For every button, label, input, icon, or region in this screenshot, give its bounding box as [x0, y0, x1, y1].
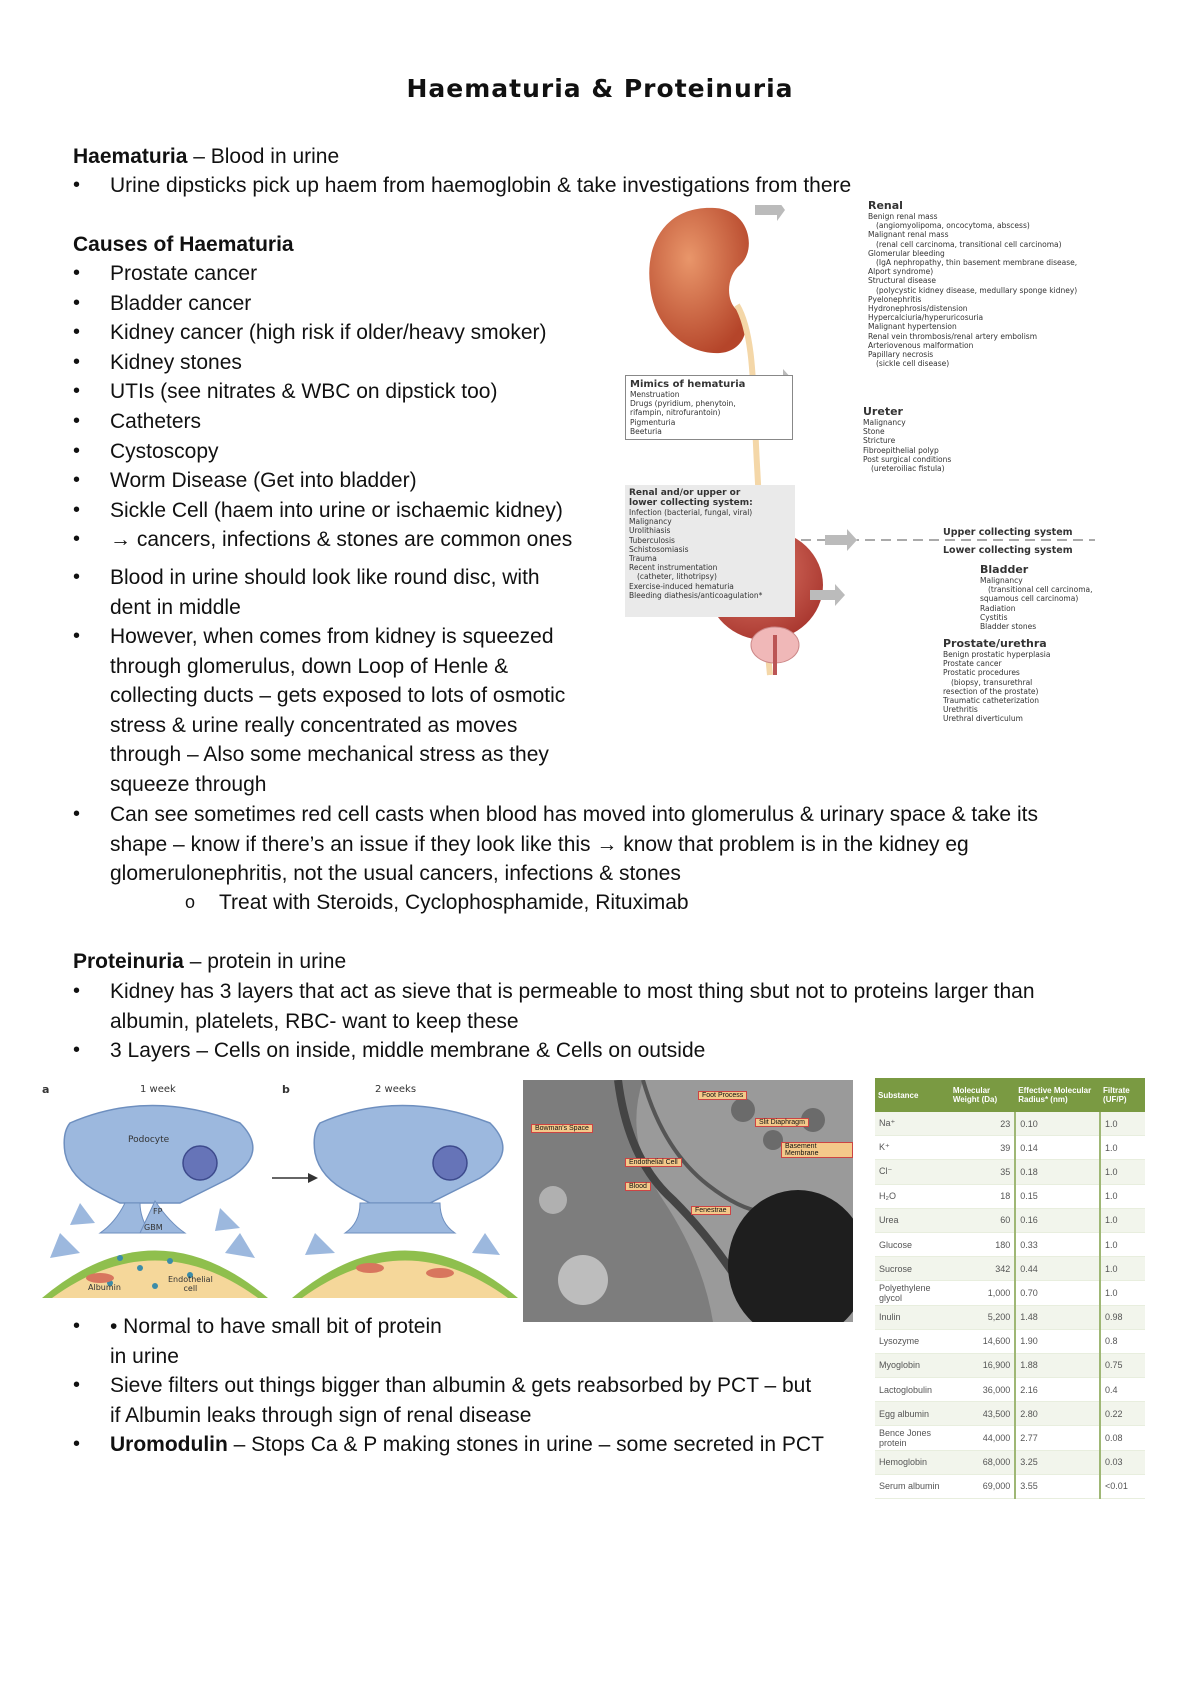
figure-list-item: (biopsy, transurethral: [951, 677, 1033, 687]
filtration-table-wrap: [875, 1078, 1145, 1499]
bullet: •: [73, 803, 81, 825]
figure-list-item: Renal vein thrombosis/renal artery embolism: [868, 331, 1038, 341]
round-disc-line: dent in middle: [110, 595, 241, 619]
figure-list-item: Post surgical conditions: [863, 454, 952, 464]
bladder-list: [980, 576, 1105, 631]
table-cell: 0.16: [1015, 1208, 1100, 1232]
table-row: [875, 1208, 1145, 1232]
figure-list-item: Tuberculosis: [629, 535, 675, 545]
however-text: [110, 622, 565, 800]
table-cell: Urea: [875, 1208, 950, 1232]
causes-heading: Causes of Haematuria: [73, 233, 294, 256]
sieve-line: albumin, platelets, RBC- want to keep these: [110, 1009, 519, 1033]
table-cell: Lactoglobulin: [875, 1378, 950, 1402]
table-row: [875, 1329, 1145, 1353]
table-cell: 1.88: [1015, 1353, 1100, 1377]
table-row: [875, 1136, 1145, 1160]
lower-system-label: Lower collecting system: [943, 545, 1073, 556]
figure-list-item: Cystitis: [980, 612, 1008, 622]
bullet: •: [73, 380, 81, 403]
table-cell: Sucrose: [875, 1257, 950, 1281]
figure-list-item: (IgA nephropathy, thin basement membrane disease,: [876, 258, 1078, 268]
table-row: [875, 1160, 1145, 1184]
mimics-list: [630, 390, 788, 436]
table-cell: 16,900: [950, 1353, 1015, 1377]
figure-list-item: Stricture: [863, 436, 896, 446]
cause-item: Worm Disease (Get into bladder): [110, 469, 417, 493]
layers-text: 3 Layers – Cells on inside, middle membrane & Cells on outside: [110, 1039, 706, 1062]
casts-line: Can see sometimes red cell casts when blood has moved into glomerulus & urinary space & take its: [110, 803, 1038, 826]
however-line: stress & urine really concentrated as moves: [110, 713, 518, 737]
figure-list-item: Recent instrumentation: [629, 563, 718, 573]
table-cell: 0.75: [1100, 1353, 1145, 1377]
table-cell: 36,000: [950, 1378, 1015, 1402]
table-header-cell: Effective Molecular Radius* (nm): [1015, 1078, 1100, 1112]
mimics-item: Beeturia: [630, 426, 662, 436]
uromodulin-term: Uromodulin: [110, 1433, 228, 1456]
bladder-title: Bladder: [980, 563, 1029, 576]
table-cell: 1.0: [1100, 1232, 1145, 1256]
table-cell: 0.18: [1015, 1160, 1100, 1184]
uromodulin-text: [110, 1430, 824, 1460]
proteinuria-heading-rest: – protein in urine: [183, 950, 347, 973]
however-line: squeeze through: [110, 772, 267, 796]
bullet: •: [73, 262, 81, 284]
figure-list-item: Malignant hypertension: [868, 322, 957, 332]
haematuria-heading-rest: – Blood in urine: [187, 145, 340, 168]
figure-list-item: Benign prostatic hyperplasia: [943, 650, 1051, 659]
table-cell: 2.77: [1015, 1426, 1100, 1450]
bullet: •: [73, 410, 81, 432]
figure-list-item: Traumatic catheterization: [943, 696, 1039, 706]
figure-list-item: Malignancy: [629, 517, 672, 527]
table-header-cell: Filtrate (UF/P): [1100, 1078, 1145, 1112]
gbm-label: GBM: [144, 1223, 163, 1232]
table-row: [875, 1353, 1145, 1377]
figure-list-item: Malignant renal mass: [868, 230, 949, 240]
bullet: •: [73, 1374, 81, 1396]
renal-annotation: [868, 199, 1103, 368]
table-cell: 1.0: [1100, 1184, 1145, 1208]
normal-protein-line: • Normal to have small bit of protein: [110, 1315, 442, 1338]
table-cell: Myoglobin: [875, 1353, 950, 1377]
table-cell: 69,000: [950, 1474, 1015, 1498]
table-cell: 342: [950, 1257, 1015, 1281]
em-label-endothelial-cell: Endothelial Cell: [625, 1158, 682, 1167]
casts-line: shape – know if there’s an issue if they look like this → know that problem is in the kidney eg: [110, 832, 969, 856]
bullet: •: [73, 350, 81, 373]
figure-list-item: Papillary necrosis: [868, 350, 934, 360]
figure-list-item: (transitional cell carcinoma,: [988, 585, 1093, 595]
proteinuria-heading-line: [73, 947, 346, 977]
table-row: [875, 1232, 1145, 1256]
sieve-filter-line: Sieve filters out things bigger than albumin & gets reabsorbed by PCT – but: [110, 1374, 812, 1397]
round-disc-line: Blood in urine should look like round disc, with: [110, 566, 540, 589]
mimics-item: Drugs (pyridium, phenytoin,: [630, 399, 736, 409]
table-cell: Lysozyme: [875, 1329, 950, 1353]
cause-item: Kidney stones: [110, 350, 242, 374]
table-row: [875, 1450, 1145, 1474]
podocyte-label: Podocyte: [128, 1135, 170, 1145]
arrow-renal: [755, 205, 785, 221]
table-cell: 0.44: [1015, 1257, 1100, 1281]
table-cell: 0.08: [1100, 1426, 1145, 1450]
em-label-basement-membrane: Basement Membrane: [781, 1142, 853, 1158]
em-label-blood: Blood: [625, 1182, 651, 1191]
sieve-text: [110, 977, 1035, 1036]
bullet: •: [73, 439, 81, 462]
em-label-bowmans-space: Bowman's Space: [531, 1124, 593, 1133]
table-cell: 0.4: [1100, 1378, 1145, 1402]
table-cell: 1.0: [1100, 1257, 1145, 1281]
bullet: •: [73, 625, 81, 647]
figure-list-item: Malignancy: [980, 576, 1023, 585]
upper-system-label: Upper collecting system: [943, 527, 1073, 538]
endothelial-label-line: Endothelial: [168, 1275, 213, 1284]
table-cell: 1.48: [1015, 1305, 1100, 1329]
figure-list-item: Hydronephrosis/distension: [868, 304, 968, 314]
table-cell: Hemoglobin: [875, 1450, 950, 1474]
renal-title: Renal: [868, 199, 903, 212]
table-body: [875, 1112, 1145, 1499]
cause-item: Bladder cancer: [110, 291, 252, 315]
sieve-line: Kidney has 3 layers that act as sieve that is permeable to most thing sbut not to proteins larger than: [110, 980, 1035, 1003]
uromodulin-desc: – Stops Ca & P making stones in urine – some secreted in PCT: [227, 1433, 824, 1456]
table-cell: 23: [950, 1112, 1015, 1136]
figure-list-item: (angiomyolipoma, oncocytoma, abscess): [876, 221, 1030, 231]
figure-list-item: Schistosomiasis: [629, 544, 689, 554]
normal-protein-text: [110, 1312, 442, 1371]
sieve-filter-text: [110, 1371, 811, 1430]
casts-text: [110, 800, 1038, 889]
mimics-item: rifampin, nitrofurantoin): [630, 408, 721, 418]
figure-list-item: Benign renal mass: [868, 212, 938, 221]
table-cell: 0.8: [1100, 1329, 1145, 1353]
cause-item: Cystoscopy: [110, 439, 219, 463]
mimics-title: Mimics of hematuria: [630, 379, 746, 390]
figure-list-item: Trauma: [629, 554, 657, 564]
renal-list: [868, 212, 1103, 368]
table-cell: 0.98: [1100, 1305, 1145, 1329]
figure-list-item: Infection (bacterial, fungal, viral): [629, 508, 753, 517]
table-cell: 1.0: [1100, 1281, 1145, 1305]
podocyte-figure: [40, 1083, 520, 1313]
fp-label: FP: [153, 1207, 163, 1216]
ureter-list: [863, 418, 1063, 473]
table-cell: 1.0: [1100, 1136, 1145, 1160]
table-cell: 0.22: [1100, 1402, 1145, 1426]
treatment-text: Treat with Steroids, Cyclophosphamide, Rituximab: [219, 891, 689, 914]
normal-protein-line: in urine: [110, 1344, 179, 1368]
bullet: •: [73, 1039, 81, 1061]
table-cell: 1.90: [1015, 1329, 1100, 1353]
podocyte-panel-b: [292, 1106, 518, 1299]
figure-list-item: (polycystic kidney disease, medullary sponge kidney): [876, 285, 1078, 295]
however-line: through – Also some mechanical stress as they: [110, 743, 549, 767]
table-cell: 44,000: [950, 1426, 1015, 1450]
table-row: [875, 1305, 1145, 1329]
filtration-table: [875, 1078, 1145, 1499]
table-cell: 0.70: [1015, 1281, 1100, 1305]
table-cell: 60: [950, 1208, 1015, 1232]
prostate-title: Prostate/urethra: [943, 637, 1047, 650]
figure-list-item: Radiation: [980, 603, 1016, 613]
bullet: •: [73, 1315, 81, 1337]
table-cell: 0.33: [1015, 1232, 1100, 1256]
figure-list-item: Alport syndrome): [868, 267, 934, 277]
sieve-filter-line: if Albumin leaks through sign of renal disease: [110, 1403, 532, 1427]
ureter-annotation: [863, 405, 1063, 473]
table-cell: Cl⁻: [875, 1160, 950, 1184]
bullet: •: [73, 174, 81, 196]
page-title: Haematuria & Proteinuria: [406, 74, 794, 103]
prostate-annotation: [943, 637, 1103, 724]
table-row: [875, 1184, 1145, 1208]
em-label-foot-process: Foot Process: [698, 1091, 747, 1100]
table-cell: 18: [950, 1184, 1015, 1208]
mimics-item: Pigmenturia: [630, 417, 676, 427]
endothelial-label: [168, 1275, 213, 1293]
figure-list-item: Bleeding diathesis/anticoagulation*: [629, 590, 763, 600]
cause-item: Catheters: [110, 410, 202, 433]
week2-label: 2 weeks: [375, 1084, 417, 1095]
figure-list-item: Arteriovenous malformation: [868, 340, 974, 350]
figure-list-item: Hypercalciuria/hyperuricosuria: [868, 313, 984, 323]
ureter-title: Ureter: [863, 405, 903, 418]
renal-upper-title: lower collecting system:: [629, 498, 753, 508]
figure-list-item: squamous cell carcinoma): [980, 594, 1079, 604]
week1-label: 1 week: [140, 1084, 176, 1095]
table-cell: 35: [950, 1160, 1015, 1184]
bullet: •: [73, 1433, 81, 1455]
table-cell: 68,000: [950, 1450, 1015, 1474]
figure-list-item: Malignancy: [863, 418, 906, 427]
table-cell: Glucose: [875, 1232, 950, 1256]
cause-item: Prostate cancer: [110, 262, 258, 285]
table-header-cell: Substance: [875, 1078, 950, 1112]
table-cell: 39: [950, 1136, 1015, 1160]
table-cell: 2.16: [1015, 1378, 1100, 1402]
however-line: However, when comes from kidney is squeezed: [110, 625, 554, 648]
table-row: [875, 1474, 1145, 1498]
table-row: [875, 1378, 1145, 1402]
table-row: [875, 1112, 1145, 1136]
table-cell: 0.14: [1015, 1136, 1100, 1160]
table-cell: Polyethylene glycol: [875, 1281, 950, 1305]
sub-bullet-marker: o: [185, 892, 196, 912]
bullet: •: [73, 980, 81, 1002]
table-cell: 2.80: [1015, 1402, 1100, 1426]
transition-arrow: [272, 1173, 318, 1183]
table-cell: 1.0: [1100, 1160, 1145, 1184]
table-cell: <0.01: [1100, 1474, 1145, 1498]
table-header-row: [875, 1078, 1145, 1112]
figure-list-item: (catheter, lithotripsy): [637, 572, 717, 582]
figure-list-item: Urethritis: [943, 705, 978, 715]
prostate-list: [943, 650, 1103, 724]
table-cell: Bence Jones protein: [875, 1426, 950, 1450]
figure-list-item: Structural disease: [868, 276, 936, 286]
table-cell: 1.0: [1100, 1112, 1145, 1136]
figure-list-item: Urolithiasis: [629, 526, 671, 536]
panel-b-label: b: [282, 1083, 290, 1096]
cause-item: Kidney cancer (high risk if older/heavy smoker): [110, 321, 547, 345]
podocyte-drawing: [40, 1083, 520, 1313]
haematuria-intro: Urine dipsticks pick up haem from haemoglobin & take investigations from there: [110, 174, 852, 197]
round-disc-text: [110, 563, 540, 622]
table-cell: 3.55: [1015, 1474, 1100, 1498]
figure-list-item: (sickle cell disease): [876, 359, 950, 369]
renal-upper-box: [625, 485, 795, 617]
figure-list-item: Exercise-induced hematuria: [629, 581, 734, 591]
panel-a-label: a: [42, 1083, 50, 1096]
table-cell: 5,200: [950, 1305, 1015, 1329]
mimics-item: Menstruation: [630, 390, 680, 399]
em-label-slit-diaphragm: Slit Diaphragm: [755, 1118, 809, 1127]
figure-list-item: Fibroepithelial polyp: [863, 445, 939, 455]
figure-list-item: (renal cell carcinoma, transitional cell carcinoma): [876, 239, 1062, 249]
cause-item: UTIs (see nitrates & WBC on dipstick too): [110, 380, 498, 404]
table-row: [875, 1281, 1145, 1305]
table-cell: 180: [950, 1232, 1015, 1256]
renal-upper-list: [629, 508, 791, 600]
however-line: through glomerulus, down Loop of Henle &: [110, 654, 509, 678]
table-cell: 3.25: [1015, 1450, 1100, 1474]
renal-upper-title: Renal and/or upper or: [629, 488, 741, 498]
figure-list-item: Prostate cancer: [943, 659, 1002, 669]
electron-micrograph: [523, 1080, 853, 1322]
figure-list-item: Bladder stones: [980, 622, 1037, 632]
table-cell: Serum albumin: [875, 1474, 950, 1498]
table-cell: 14,600: [950, 1329, 1015, 1353]
table-cell: K⁺: [875, 1136, 950, 1160]
haematuria-heading-line: [73, 142, 339, 172]
cause-item: → cancers, infections & stones are common ones: [110, 528, 573, 552]
em-drawing: [523, 1080, 853, 1322]
bullet: •: [73, 566, 81, 588]
endothelial-label-line: cell: [183, 1284, 198, 1294]
table-row: [875, 1426, 1145, 1450]
figure-list-item: Stone: [863, 427, 885, 437]
figure-list-item: resection of the prostate): [943, 686, 1039, 696]
table-row: [875, 1257, 1145, 1281]
bladder-annotation: [980, 563, 1105, 631]
figure-list-item: (ureteroiliac fistula): [871, 464, 945, 474]
bullet: •: [73, 469, 81, 492]
table-cell: 0.15: [1015, 1184, 1100, 1208]
figure-list-item: Prostatic procedures: [943, 668, 1020, 678]
kidney-shape: [649, 208, 749, 353]
albumin-label: Albumin: [88, 1283, 121, 1292]
table-header-cell: Molecular Weight (Da): [950, 1078, 1015, 1112]
table-cell: 1,000: [950, 1281, 1015, 1305]
em-label-fenestrae: Fenestrae: [691, 1206, 731, 1215]
bullet: •: [73, 498, 81, 521]
however-line: collecting ducts – gets exposed to lots of osmotic: [110, 684, 566, 708]
figure-list-item: Urethral diverticulum: [943, 714, 1023, 724]
figure-list-item: Pyelonephritis: [868, 294, 922, 304]
mimics-box: [625, 375, 793, 440]
table-cell: 0.03: [1100, 1450, 1145, 1474]
proteinuria-heading: Proteinuria: [73, 950, 184, 973]
casts-line: glomerulonephritis, not the usual cancers, infections & stones: [110, 862, 681, 886]
table-row: [875, 1402, 1145, 1426]
table-cell: 43,500: [950, 1402, 1015, 1426]
bullet: •: [73, 321, 81, 344]
urinary-tract-figure: [625, 199, 1105, 735]
haematuria-heading: Haematuria: [73, 145, 188, 168]
table-cell: Egg albumin: [875, 1402, 950, 1426]
table-cell: Inulin: [875, 1305, 950, 1329]
cause-item: Sickle Cell (haem into urine or ischaemic kidney): [110, 498, 563, 522]
table-cell: 0.10: [1015, 1112, 1100, 1136]
arrow-bladder: [825, 529, 857, 551]
bullet: •: [73, 528, 81, 551]
table-cell: H₂O: [875, 1184, 950, 1208]
bullet: •: [73, 291, 81, 314]
table-cell: 1.0: [1100, 1208, 1145, 1232]
figure-list-item: Glomerular bleeding: [868, 248, 945, 258]
table-cell: Na⁺: [875, 1112, 950, 1136]
